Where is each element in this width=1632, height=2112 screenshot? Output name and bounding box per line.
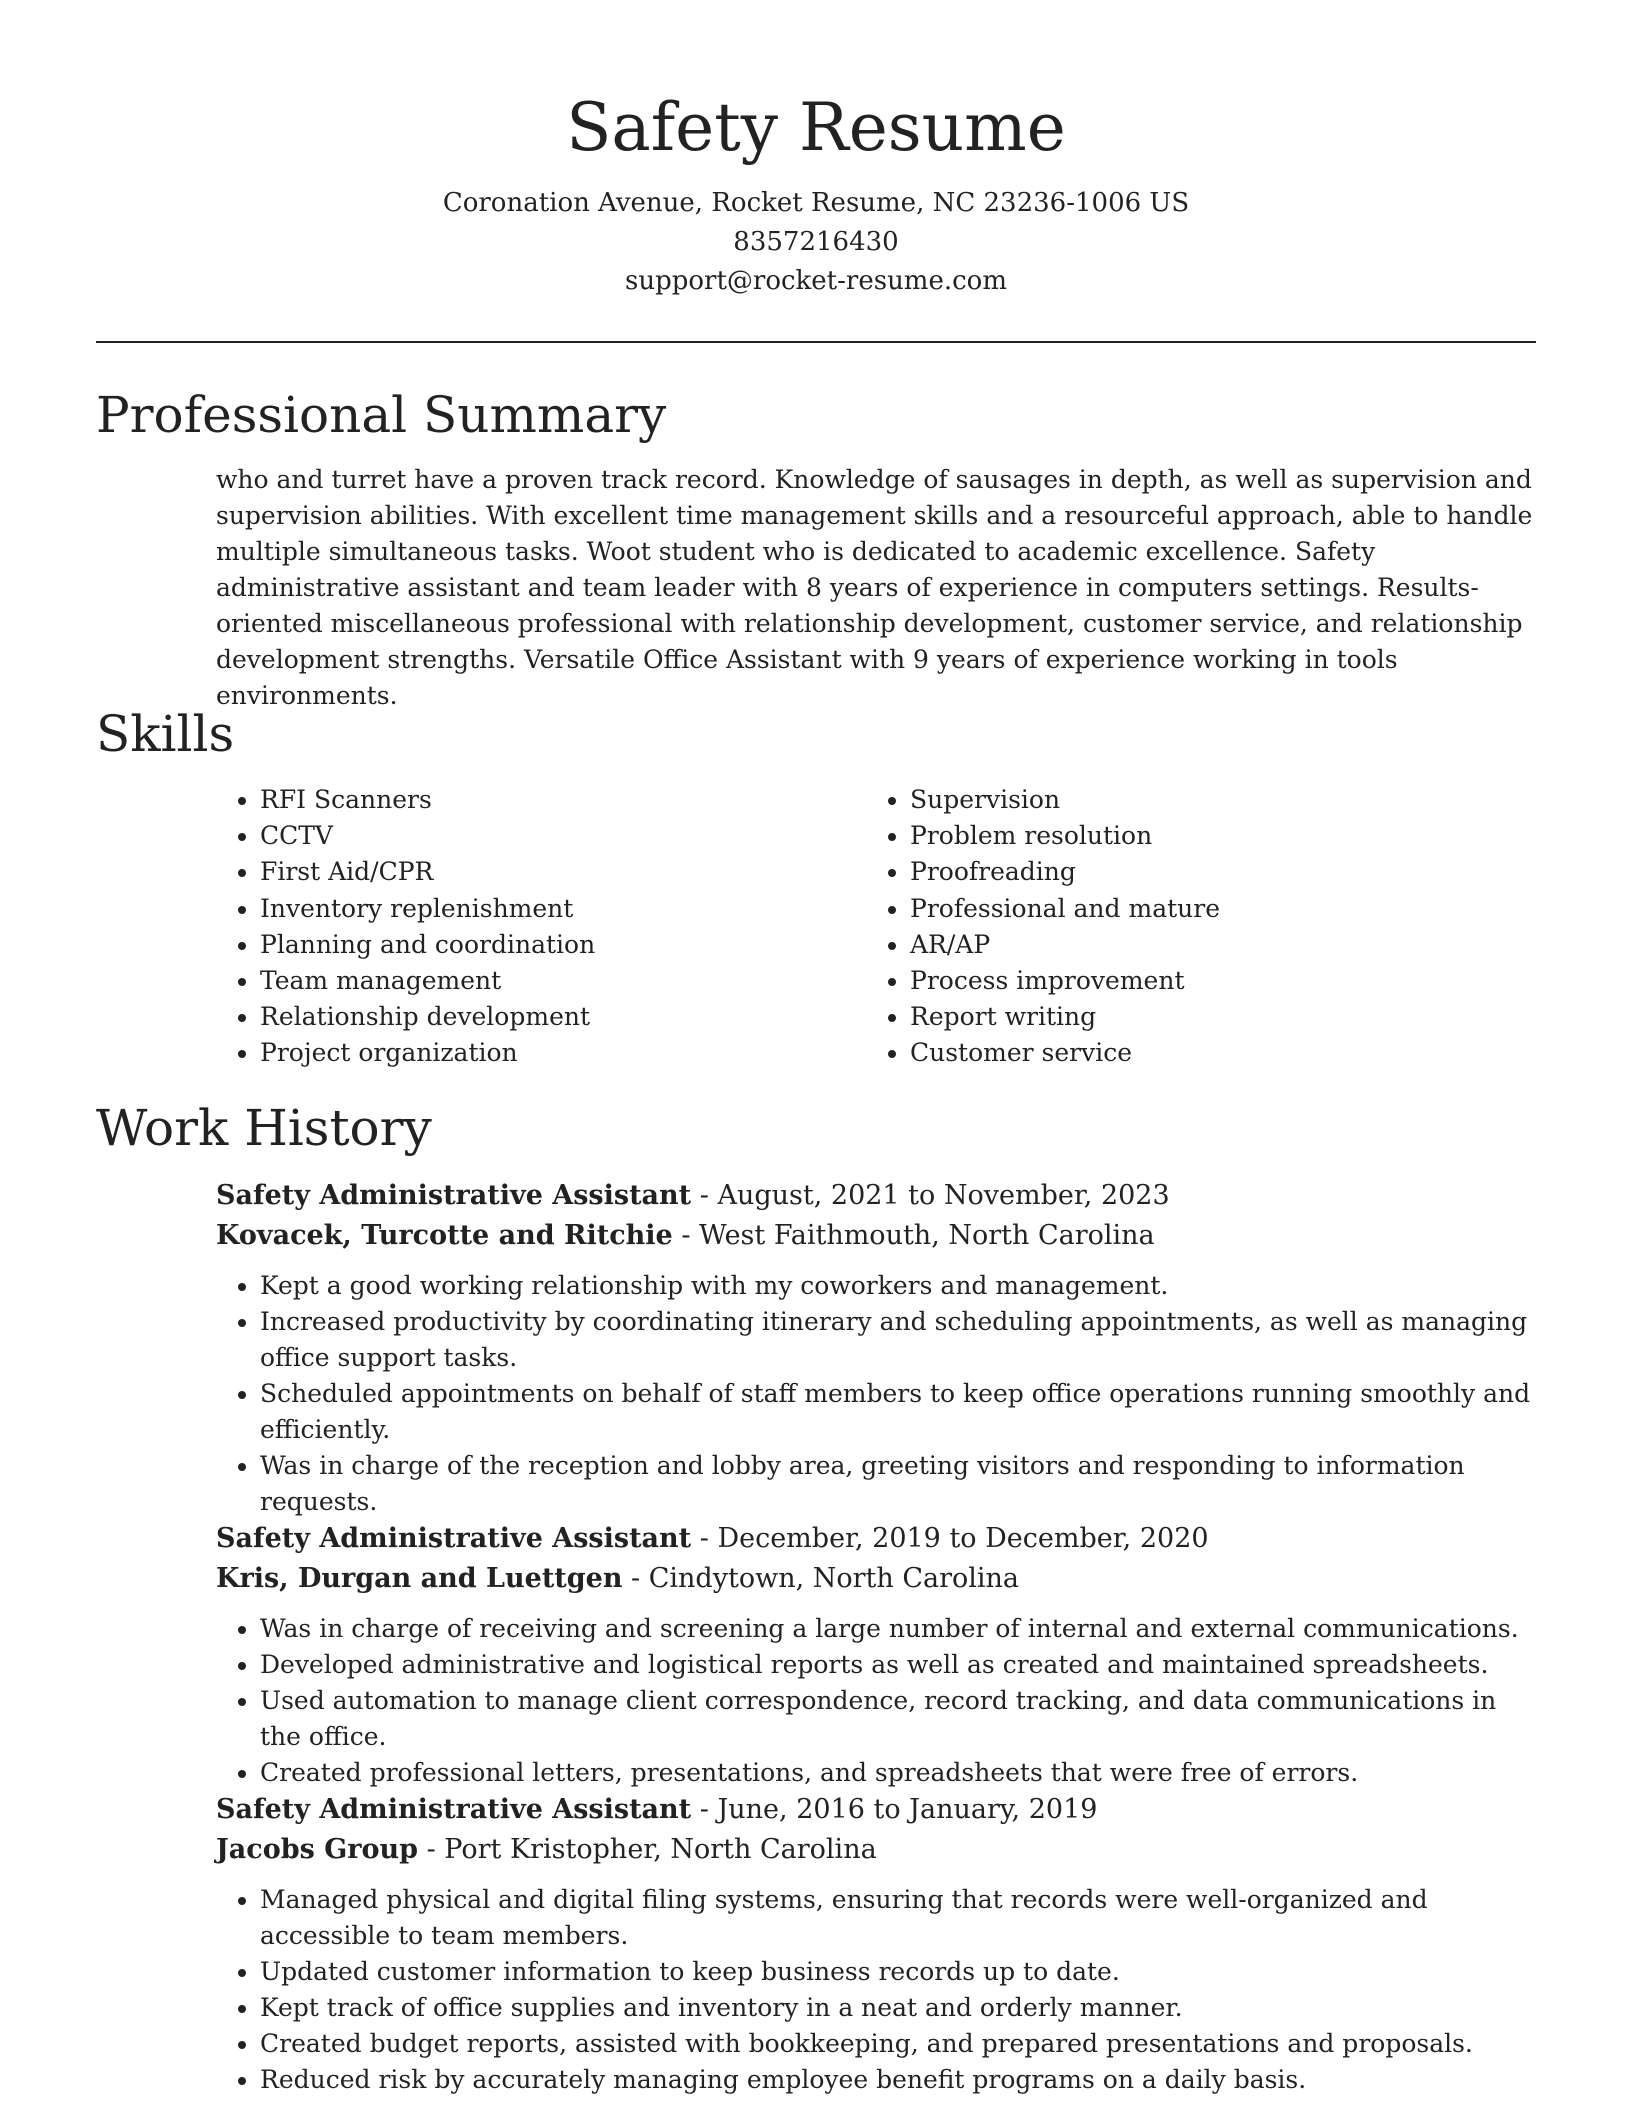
- job-position: Safety Administrative Assistant: [216, 1523, 692, 1554]
- skills-list: [216, 782, 1536, 1072]
- job-duty: • Reduced risk by accurately managing employee benefit programs on a daily basis.: [260, 2062, 1536, 2098]
- job-location: - West Faithmouth, North Carolina: [681, 1220, 1155, 1251]
- job-dates: - June, 2016 to January, 2019: [699, 1794, 1098, 1825]
- job-duty: • Was in charge of receiving and screening a large number of internal and external communications.: [260, 1611, 1536, 1647]
- job-duties: [216, 1611, 1536, 1791]
- job-duty: • Created professional letters, presentations, and spreadsheets that were free of errors.: [260, 1755, 1536, 1791]
- job-dates: - December, 2019 to December, 2020: [699, 1523, 1209, 1554]
- skill-item: • Planning and coordination: [260, 927, 866, 963]
- job-duty: • Used automation to manage client correspondence, record tracking, and data communications in the office.: [260, 1683, 1536, 1755]
- job-position: Safety Administrative Assistant: [216, 1794, 692, 1825]
- job-entry: [216, 1176, 1536, 1520]
- job-company-line: [216, 1216, 1536, 1256]
- job-duties: [216, 1268, 1536, 1520]
- skill-item: • Inventory replenishment: [260, 891, 866, 927]
- job-duty: • Was in charge of the reception and lobby area, greeting visitors and responding to information requests.: [260, 1448, 1536, 1520]
- job-duty: • Kept a good working relationship with my coworkers and management.: [260, 1268, 1536, 1304]
- contact-address: Coronation Avenue, Rocket Resume, NC 23236-1006 US: [442, 188, 1190, 218]
- job-duty: • Created budget reports, assisted with bookkeeping, and prepared presentations and proposals.: [260, 2026, 1536, 2062]
- job-location: - Cindytown, North Carolina: [631, 1563, 1020, 1594]
- job-duty: • Kept track of office supplies and inventory in a neat and orderly manner.: [260, 1990, 1536, 2026]
- skill-item: • Customer service: [910, 1035, 1516, 1071]
- skill-item: • Report writing: [910, 999, 1516, 1035]
- skill-item: • First Aid/CPR: [260, 854, 866, 890]
- job-location: - Port Kristopher, North Carolina: [426, 1834, 877, 1865]
- contact-email: support@rocket-resume.com: [624, 266, 1007, 296]
- job-position-line: [216, 1790, 1536, 1830]
- job-company-line: [216, 1559, 1536, 1599]
- job-company: Kris, Durgan and Luettgen: [216, 1563, 623, 1594]
- skill-item: • Supervision: [910, 782, 1516, 818]
- skill-item: • RFI Scanners: [260, 782, 866, 818]
- skill-item: • Process improvement: [910, 963, 1516, 999]
- job-duty: • Developed administrative and logistical reports as well as created and maintained spreadsheets.: [260, 1647, 1536, 1683]
- summary-text: who and turret have a proven track record. Knowledge of sausages in depth, as well as supervision and supervision abilities. With excellent time management skills and a resourceful approach, able to handle multiple simultaneous tasks. Woot student who is dedicated to academic excellence. Safety administrative assistant and team leader with 8 years of experience in computers settings. Results-oriented miscellaneous professional with relationship development, customer service, and relationship development strengths. Versatile Office Assistant with 9 years of experience working in tools environments.: [216, 465, 1533, 710]
- resume-title: Safety Resume: [566, 89, 1066, 166]
- job-duty: • Scheduled appointments on behalf of staff members to keep office operations running smoothly and efficiently.: [260, 1376, 1536, 1448]
- job-duty: • Updated customer information to keep business records up to date.: [260, 1954, 1536, 1990]
- contact-phone: 8357216430: [733, 227, 899, 257]
- skill-item: • Project organization: [260, 1035, 866, 1071]
- resume-header: [0, 82, 1632, 301]
- skill-item: • CCTV: [260, 818, 866, 854]
- job-company: Jacobs Group: [216, 1834, 418, 1865]
- job-position: Safety Administrative Assistant: [216, 1180, 692, 1211]
- skills-heading: Skills: [96, 705, 235, 763]
- skill-item: • Relationship development: [260, 999, 866, 1035]
- job-duty: • Managed physical and digital filing systems, ensuring that records were well-organized and accessible to team members.: [260, 1882, 1536, 1954]
- job-position-line: [216, 1519, 1536, 1559]
- skill-item: • Team management: [260, 963, 866, 999]
- job-dates: - August, 2021 to November, 2023: [699, 1180, 1170, 1211]
- work-history-heading: Work History: [96, 1099, 432, 1157]
- skill-item: • AR/AP: [910, 927, 1516, 963]
- job-entry: [216, 1790, 1536, 2098]
- skill-item: • Professional and mature: [910, 891, 1516, 927]
- summary-heading: Professional Summary: [96, 386, 667, 444]
- skills-column-right: [866, 782, 1516, 1072]
- skill-item: • Proofreading: [910, 854, 1516, 890]
- job-entry: [216, 1519, 1536, 1791]
- header-divider: [96, 341, 1536, 343]
- skill-item: • Problem resolution: [910, 818, 1516, 854]
- job-duty: • Increased productivity by coordinating itinerary and scheduling appointments, as well as managing office support tasks.: [260, 1304, 1536, 1376]
- job-company-line: [216, 1830, 1536, 1870]
- skills-column-left: [216, 782, 866, 1072]
- job-position-line: [216, 1176, 1536, 1216]
- job-company: Kovacek, Turcotte and Ritchie: [216, 1220, 673, 1251]
- contact-block: [0, 184, 1632, 301]
- job-duties: [216, 1882, 1536, 2098]
